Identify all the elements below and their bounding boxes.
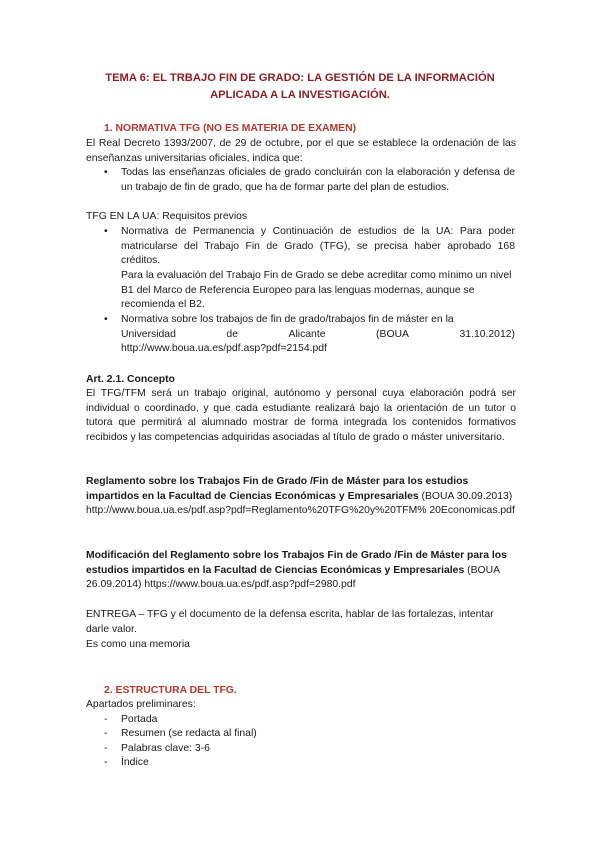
dash-glyph: -	[104, 743, 108, 754]
regulation-line-2	[121, 328, 515, 343]
regulation-word: (BOUA	[376, 328, 409, 340]
list-item: Resumen (se redacta al final)	[121, 728, 257, 739]
title-line-1: TEMA 6: EL TRBAJO FIN DE GRADO: LA GESTIÓN DE LA INFORMACIÓN	[105, 72, 495, 84]
document-title	[60, 70, 540, 104]
list-item: Portada	[121, 714, 158, 725]
title-line-2: APLICADA A LA INVESTIGACIÓN.	[210, 89, 390, 101]
language-requirement: Para la evaluación del Trabajo Fin de Grado se debe acreditar como mínimo un nivel B1 del Marco de Referencia Europeo para las lenguas modernas, aunque se recomienda el B2.	[121, 270, 512, 311]
dash-glyph: -	[104, 728, 108, 739]
permanence-bullet: Normativa de Permanencia y Continuación de estudios de la UA: Para poder matricularse del Trabajo Fin de Grado (TFG), se precisa haber aprobado 168 créditos.	[121, 226, 515, 267]
regulation-line-1: Normativa sobre los trabajos de fin de grado/trabajos fin de máster en la	[121, 314, 454, 325]
regulation-word: de	[226, 328, 238, 340]
regulation-link[interactable]: http://www.boua.ua.es/pdf.asp?pdf=2154.pdf	[121, 343, 327, 355]
regulation-2013-ref[interactable]: (BOUA 30.09.2013) http://www.boua.ua.es/pdf.asp?pdf=Reglamento%20TFG%20y%20TFM% 20Economicas.pdf	[86, 490, 515, 517]
list-item: Índice	[121, 757, 149, 768]
article-text: El TFG/TFM será un trabajo original, autónomo y personal cuya elaboración podrá ser individual o coordinado, y que cada estudiante realizará bajo la orientación de un tutor o tutora que permitirá al alumnado mostrar de forma integrada los contenidos formativos recibidos y las competencias adquiridas asociadas al título de grado o máster universitario.	[86, 388, 516, 443]
regulation-word: Alicante	[288, 328, 326, 340]
bullet-glyph: •	[104, 167, 108, 178]
memory-note: Es como una memoria	[86, 639, 190, 650]
section-2-heading: 2. ESTRUCTURA DEL TFG.	[104, 685, 237, 696]
article-title: Art. 2.1. Concepto	[86, 374, 175, 385]
dash-glyph: -	[104, 757, 108, 768]
bullet-glyph: •	[104, 226, 108, 237]
decree-bullet: Todas las enseñanzas oficiales de grado concluirán con la elaboración y defensa de un trabajo de fin de grado, que ha de formar parte del plan de estudios.	[121, 167, 515, 193]
decree-intro: El Real Decreto 1393/2007, de 29 de octubre, por el que se establece la ordenación de las enseñanzas universitarias oficiales, indica que:	[86, 138, 516, 164]
regulation-2014-ref[interactable]: (BOUA 26.09.2014) https://www.boua.ua.es/pdf.asp?pdf=2980.pdf	[86, 564, 500, 591]
regulation-word: Universidad	[121, 328, 176, 340]
regulation-2014-title: Modificación del Reglamento sobre los Trabajos Fin de Grado /Fin de Máster para los estudios impartidos en la Facultad de Ciencias Económicas y Empresariales	[86, 550, 507, 576]
ua-requirements-title: TFG EN LA UA: Requisitos previos	[86, 211, 248, 222]
regulation-word: 31.10.2012)	[459, 328, 515, 340]
dash-glyph: -	[104, 714, 108, 725]
delivery-note: ENTREGA – TFG y el documento de la defensa escrita, hablar de las fortalezas, intentar darle valor.	[86, 609, 494, 635]
regulation-2013-title: Reglamento sobre los Trabajos Fin de Grado /Fin de Máster para los estudios impartidos en la Facultad de Ciencias Económicas y Empresariales	[86, 476, 469, 502]
preliminary-sections-label: Apartados preliminares:	[86, 699, 196, 710]
regulation-2014	[86, 549, 516, 593]
regulation-bullet	[121, 313, 515, 357]
list-item: Palabras clave: 3-6	[121, 743, 210, 754]
bullet-glyph: •	[104, 314, 108, 325]
section-1-heading: 1. NORMATIVA TFG (NO ES MATERIA DE EXAMEN)	[104, 123, 357, 134]
regulation-2013	[86, 475, 516, 519]
